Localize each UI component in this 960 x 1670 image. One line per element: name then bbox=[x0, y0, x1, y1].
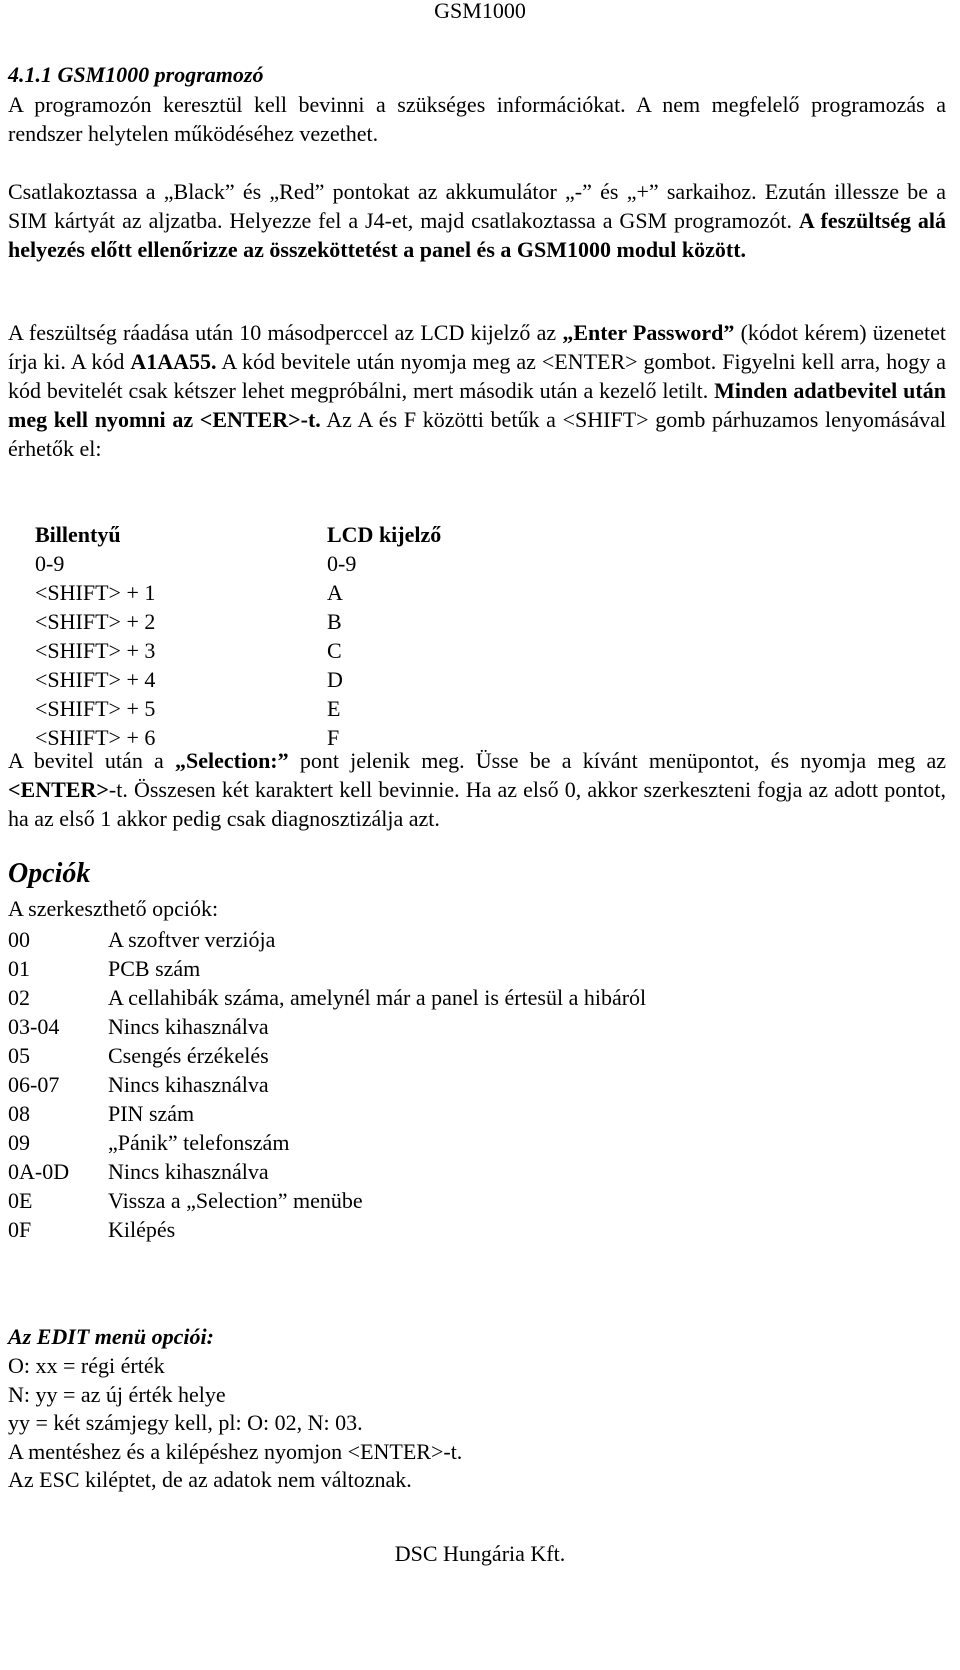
lcd-cell: C bbox=[327, 638, 342, 663]
lcd-cell: 0-9 bbox=[327, 551, 357, 576]
lcd-cell: D bbox=[327, 667, 343, 692]
option-desc: Nincs kihasználva bbox=[108, 1072, 269, 1097]
option-desc: „Pánik” telefonszám bbox=[108, 1130, 290, 1155]
page-footer: DSC Hungária Kft. bbox=[394, 1541, 566, 1566]
section-title: 4.1.1 GSM1000 programozó bbox=[8, 62, 264, 87]
selection-e: -t. Összesen két karaktert kell bevinnie. Ha az első 0, akkor szerkeszteni fogja az adott pontot, ha az első 1 akkor pedig csak diagnosztizálja azt. bbox=[8, 777, 946, 831]
option-desc: Nincs kihasználva bbox=[108, 1159, 269, 1184]
page-header: GSM1000 bbox=[434, 0, 526, 23]
option-code: 05 bbox=[8, 1043, 30, 1068]
key-cell: <SHIFT> + 1 bbox=[35, 580, 156, 605]
option-code: 06-07 bbox=[8, 1072, 60, 1097]
keys-header-lcd: LCD kijelző bbox=[327, 522, 442, 547]
lcd-cell: B bbox=[327, 609, 342, 634]
intro-p3-code: A1AA55. bbox=[130, 349, 217, 374]
lcd-cell: F bbox=[327, 725, 340, 750]
key-cell: <SHIFT> + 5 bbox=[35, 696, 156, 721]
list-item: Az ESC kiléptet, de az adatok nem változnak. bbox=[8, 1467, 412, 1492]
key-cell: <SHIFT> + 2 bbox=[35, 609, 156, 634]
option-desc: A szoftver verziója bbox=[108, 927, 276, 952]
option-code: 03-04 bbox=[8, 1014, 60, 1039]
lcd-cell: A bbox=[327, 580, 343, 605]
intro-paragraph-3 bbox=[8, 318, 946, 463]
option-code: 0E bbox=[8, 1188, 33, 1213]
key-cell: <SHIFT> + 3 bbox=[35, 638, 156, 663]
intro-p3-e: A kód bevitele után nyomja meg az <ENTER> gombot. Figyelni kell arra, hogy a kód bevitelét csak kétszer lehet megpróbálni, mert második után a kezelő letilt. bbox=[8, 349, 947, 403]
list-item: A mentéshez és a kilépéshez nyomjon <ENTER>-t. bbox=[8, 1438, 463, 1464]
option-desc: Vissza a „Selection” menübe bbox=[108, 1188, 363, 1213]
edit-menu-heading: Az EDIT menü opciói: bbox=[8, 1324, 214, 1349]
options-heading: Opciók bbox=[8, 858, 91, 889]
key-cell: <SHIFT> + 4 bbox=[35, 667, 156, 692]
option-code: 02 bbox=[8, 985, 30, 1010]
edit-menu-lines bbox=[8, 1352, 462, 1495]
intro-paragraph-2 bbox=[8, 177, 946, 264]
intro-p3-enter-note: Minden adatbevitel után meg kell nyomni az <ENTER>-t. bbox=[8, 378, 946, 432]
intro-p2-warning: A feszültség alá helyezés előtt ellenőrizze az összeköttetést a panel és a GSM1000 modul között. bbox=[8, 208, 947, 262]
intro-p3-c: (kódot kérem) üzenetet írja ki. A kód bbox=[8, 320, 947, 374]
option-desc: A cellahibák száma, amelynél már a panel is értesül a hibáról bbox=[108, 985, 647, 1010]
selection-label: „Selection:” bbox=[174, 748, 289, 773]
intro-p1-text: A programozón keresztül kell bevinni a szükséges információkat. A nem megfelelő programozás a rendszer helytelen működéséhez vezethet. bbox=[8, 92, 946, 146]
option-desc: PIN szám bbox=[108, 1101, 195, 1126]
intro-p2-normal: Csatlakoztassa a „Black” és „Red” pontokat az akkumulátor „-” és „+” sarkaihoz. Ezután illessze be a SIM kártyát az aljzatba. Helyezze fel a J4-et, majd csatlakoztassa a GSM programozót. bbox=[8, 179, 946, 233]
option-code: 09 bbox=[8, 1130, 30, 1155]
option-desc: Csengés érzékelés bbox=[108, 1043, 269, 1068]
option-code: 01 bbox=[8, 956, 30, 981]
selection-text bbox=[8, 746, 946, 833]
lcd-cell: E bbox=[327, 696, 341, 721]
option-code: 00 bbox=[8, 927, 30, 952]
intro-paragraph-1 bbox=[8, 90, 946, 148]
intro-p3-enter-password: „Enter Password” bbox=[562, 320, 735, 345]
list-item: yy = két számjegy kell, pl: O: 02, N: 03. bbox=[8, 1410, 363, 1435]
intro-p3-g: Az A és F közötti betűk a <SHIFT> gomb párhuzamos lenyomásával érhetők el: bbox=[8, 407, 946, 461]
keys-header-key: Billentyű bbox=[35, 522, 121, 547]
option-code: 0F bbox=[8, 1217, 32, 1242]
options-subtitle: A szerkeszthető opciók: bbox=[8, 896, 219, 921]
option-code: 08 bbox=[8, 1101, 30, 1126]
selection-a: A bevitel után a bbox=[8, 748, 175, 773]
intro-p2 bbox=[8, 177, 946, 264]
key-cell: 0-9 bbox=[35, 551, 65, 576]
selection-paragraph bbox=[8, 746, 946, 833]
intro-p3 bbox=[8, 318, 946, 463]
option-code: 0A-0D bbox=[8, 1159, 70, 1184]
option-desc: PCB szám bbox=[108, 956, 201, 981]
key-cell: <SHIFT> + 6 bbox=[35, 725, 156, 750]
selection-c: pont jelenik meg. Üsse be a kívánt menüpontot, és nyomja meg az bbox=[288, 748, 946, 773]
selection-enter: <ENTER> bbox=[8, 777, 109, 802]
list-item: N: yy = az új érték helye bbox=[8, 1381, 226, 1407]
option-desc: Kilépés bbox=[108, 1217, 176, 1242]
intro-p3-a: A feszültség ráadása után 10 másodperccel az LCD kijelző az bbox=[8, 320, 563, 345]
option-desc: Nincs kihasználva bbox=[108, 1014, 269, 1039]
list-item: O: xx = régi érték bbox=[8, 1353, 165, 1378]
